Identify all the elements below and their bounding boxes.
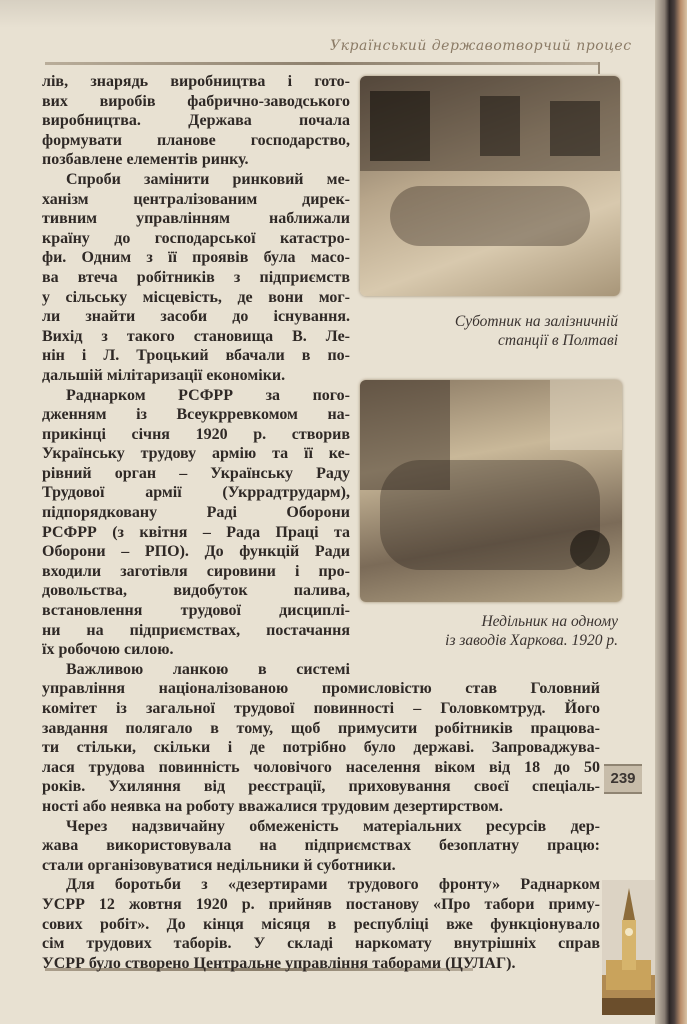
- text-line: лів, знарядь виробництва і гото-: [42, 73, 350, 90]
- text-line: ни на підприємствах, постачання: [42, 621, 350, 639]
- text-line: їх робочою силою.: [42, 641, 174, 659]
- section-header-title: Український державотворчий процес: [330, 38, 632, 54]
- text-line: РСФРР (з квітня – Рада Праці та: [42, 523, 350, 541]
- text-line: встановлення трудової дисциплі-: [42, 602, 350, 620]
- text-line: завдання полягало в тому, щоб примусити робітників працюва-: [42, 719, 600, 737]
- text-line: рівний орган – Українську Раду: [42, 464, 350, 482]
- text-line: дженням із Всеукрревкомом на-: [42, 406, 350, 424]
- text-line: нін і Л. Троцький вбачали в по-: [42, 347, 350, 365]
- text-line: Раднарком РСФРР за пого-: [66, 386, 350, 404]
- text-line: у сільську місцевість, де вони мог-: [42, 288, 350, 306]
- caption-line: станції в Полтаві: [497, 332, 618, 349]
- text-line: лася трудова повинність чоловічого населення віком від 18 до 50: [42, 758, 600, 776]
- page-number: 239: [604, 764, 642, 794]
- text-line: підпорядковану Раді Оборони: [42, 504, 350, 522]
- text-line: прикінці січня 1920 р. створив: [42, 425, 350, 443]
- text-line: Українську трудову армію та її ке-: [42, 445, 350, 463]
- text-line: ва втеча робітників з підприємств: [42, 268, 350, 286]
- text-line: років. Ухиляння від реєстрації, приховування своєї спеціаль-: [42, 778, 600, 796]
- paragraph: [42, 817, 600, 876]
- caption-line: із заводів Харкова. 1920 р.: [445, 632, 618, 649]
- text-line: Важливою ланкою в системі: [66, 660, 350, 678]
- caption-line: Недільник на одному: [481, 613, 618, 630]
- text-line: комітет із загальної трудової повинності – Головкомтруд. Його: [42, 700, 600, 717]
- paragraph: [42, 660, 600, 817]
- text-line: Спроби замінити ринковий ме-: [66, 170, 350, 188]
- page-top-band: [0, 0, 655, 28]
- text-line: УСРР було створено Центральне управління таборами (ЦУЛАГ).: [42, 954, 516, 972]
- book-spine-edge: [655, 0, 687, 1024]
- text-line: сім трудових таборів. У складі наркомату внутрішніх справ: [42, 935, 600, 953]
- text-line: довольства, видобуток палива,: [42, 582, 350, 600]
- text-line: ності або неявка на роботу вважалися трудовим дезертирством.: [42, 797, 503, 815]
- text-line: виробництва. Держава почала: [42, 112, 350, 130]
- text-line: УСРР 12 жовтня 1920 р. прийняв постанову «Про табори приму-: [42, 895, 600, 913]
- text-line: стали організовуватися недільники й суботники.: [42, 856, 396, 874]
- paragraph: [42, 875, 600, 973]
- paragraph: [42, 170, 600, 386]
- text-line: ти стільки, скільки і де потрібно було державі. Запроваджува-: [42, 739, 600, 757]
- text-line: фи. Одним з її проявів була масо-: [42, 249, 350, 267]
- text-line: Через надзвичайну обмеженість матеріальних ресурсів дер-: [66, 817, 600, 835]
- text-line: ханізм централізованим дирек-: [42, 190, 350, 208]
- text-line: ли знайти засоби до існування.: [42, 308, 350, 326]
- text-line: жава використовувала на підприємствах безоплатну працю:: [42, 837, 600, 855]
- text-line: тивним управлінням наближали: [42, 210, 350, 228]
- header-divider: [45, 62, 600, 65]
- text-line: Вихід з такого становища В. Ле-: [42, 327, 350, 345]
- body-text: [42, 72, 600, 973]
- text-line: формувати планове господарство,: [42, 131, 350, 149]
- text-line: сових робіт». До кінця місяця в республіці вже функціонувало: [42, 915, 600, 933]
- caption-line: Суботник на залізничній: [454, 313, 618, 330]
- paragraph: [42, 386, 600, 660]
- text-line: Оборони – РПО). До функцій Ради: [42, 543, 350, 561]
- text-line: Для боротьби з «дезертирами трудового фронту» Раднарком: [66, 876, 600, 894]
- tower-illustration: [602, 880, 655, 1015]
- text-line: управління націоналізованою промисловістю став Головний: [42, 680, 600, 698]
- text-line: входили заготівля сировини і про-: [42, 562, 350, 580]
- text-line: країну до господарської катастро-: [42, 229, 350, 247]
- text-line: Трудової армії (Укррадтрударм),: [42, 484, 350, 502]
- paragraph: [42, 72, 600, 170]
- text-line: позбавлене елементів ринку.: [42, 151, 249, 169]
- text-line: дальшій мілітаризації економіки.: [42, 366, 286, 384]
- text-line: вих виробів фабрично-заводського: [42, 92, 350, 110]
